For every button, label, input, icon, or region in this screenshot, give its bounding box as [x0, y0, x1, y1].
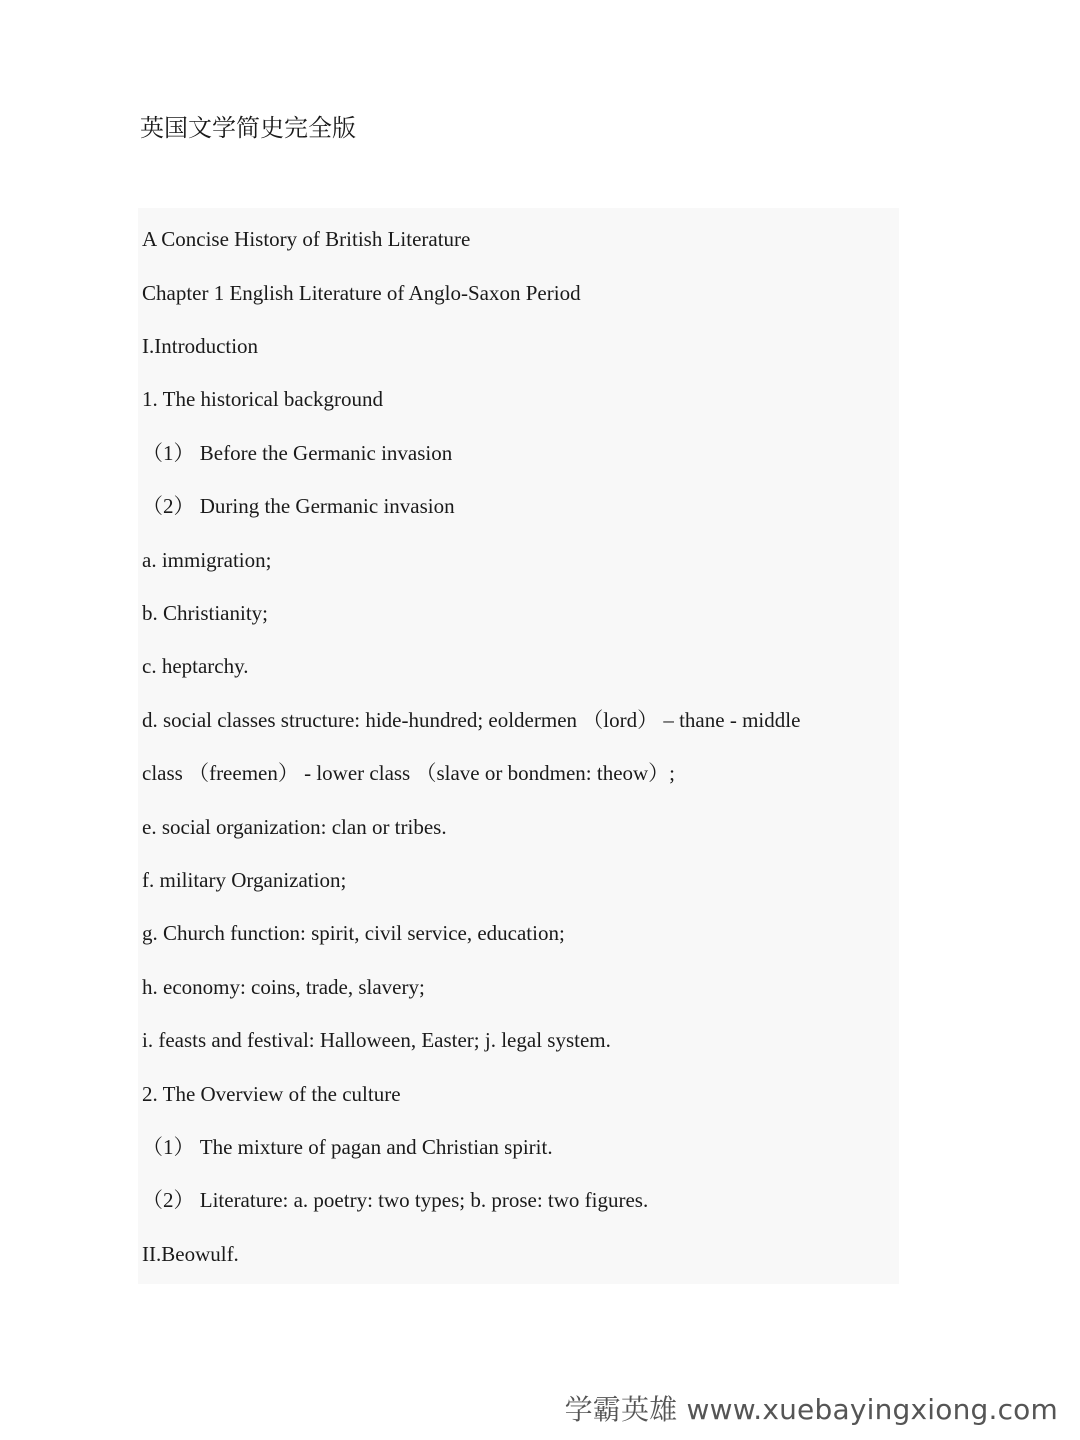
watermark: 学霸英雄 www.xuebayingxiong.com: [564, 1393, 1058, 1426]
text-line: d. social classes structure: hide-hundred; eoldermen （lord） – thane - middle: [142, 708, 801, 732]
text-line: a. immigration;: [142, 548, 272, 572]
text-line: c. heptarchy.: [142, 654, 249, 678]
text-line: class （freemen） - lower class （slave or bondmen: theow）;: [142, 761, 676, 785]
text-line: 2. The Overview of the culture: [142, 1082, 401, 1106]
text-line: （1） The mixture of pagan and Christian spirit.: [142, 1135, 553, 1159]
content-block: [138, 208, 899, 1284]
text-line: e. social organization: clan or tribes.: [142, 815, 447, 839]
text-line: b. Christianity;: [142, 601, 268, 625]
text-line: （1） Before the Germanic invasion: [142, 441, 453, 465]
text-line: f. military Organization;: [142, 868, 347, 892]
text-line: 1. The historical background: [142, 387, 384, 411]
text-line: A Concise History of British Literature: [142, 227, 471, 251]
document-title: 英国文学简史完全版: [140, 114, 356, 142]
text-line: （2） Literature: a. poetry: two types; b. prose: two figures.: [142, 1188, 649, 1212]
text-line: II.Beowulf.: [142, 1242, 239, 1266]
text-line: g. Church function: spirit, civil service, education;: [142, 921, 565, 945]
text-line: h. economy: coins, trade, slavery;: [142, 975, 425, 999]
text-line: I.Introduction: [142, 334, 259, 358]
text-line: Chapter 1 English Literature of Anglo-Saxon Period: [142, 281, 581, 305]
text-line: i. feasts and festival: Halloween, Easter; j. legal system.: [142, 1028, 611, 1052]
text-line: （2） During the Germanic invasion: [142, 494, 455, 518]
